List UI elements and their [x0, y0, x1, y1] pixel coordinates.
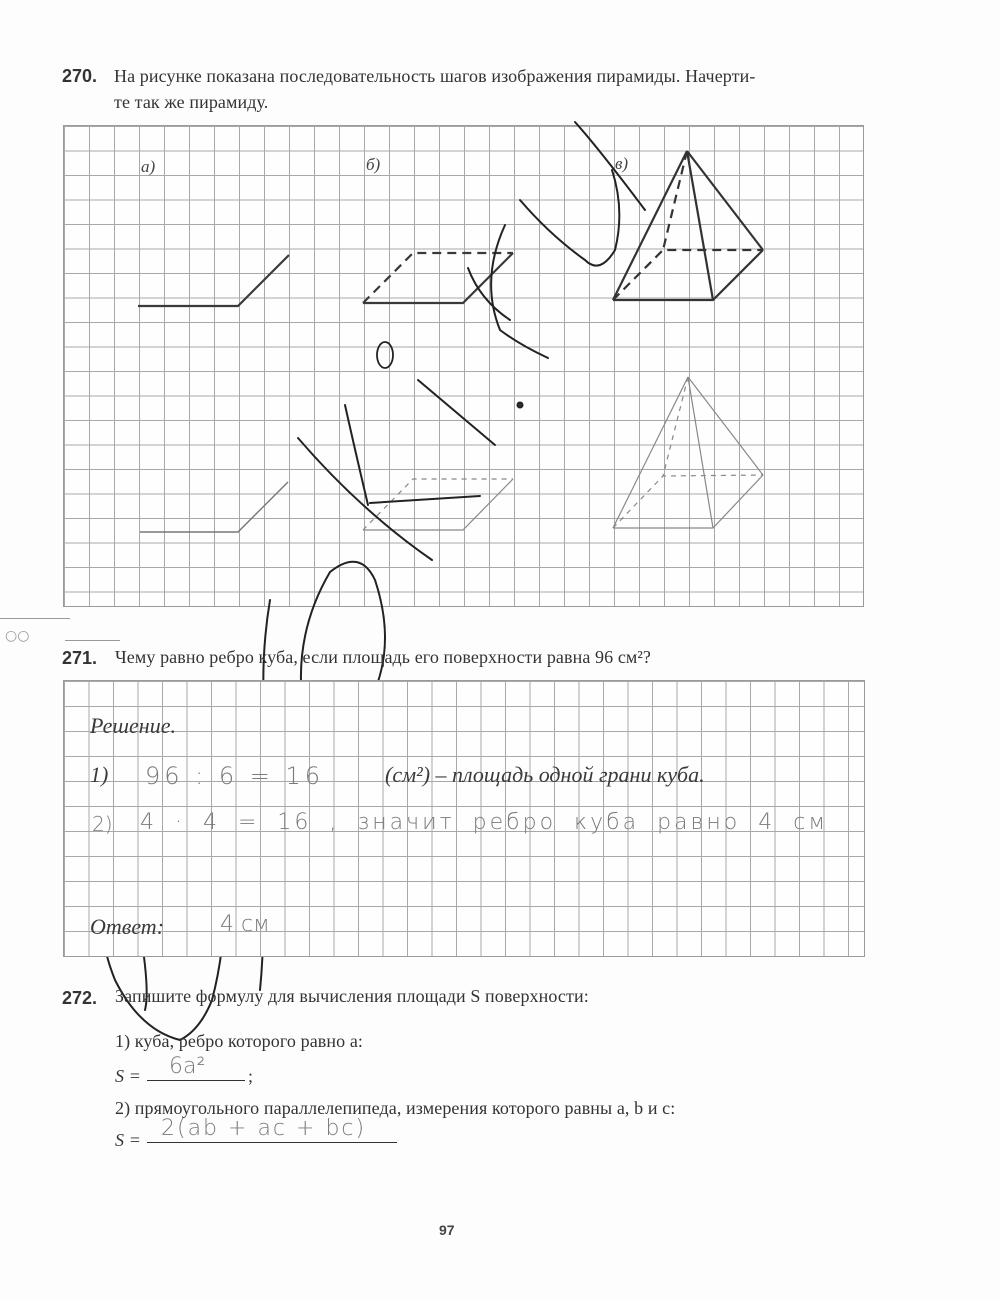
- item2-formula-prefix: S =: [115, 1130, 141, 1150]
- margin-rule: [0, 618, 70, 619]
- step2-handwritten-answer[interactable]: 4 · 4 = 16 , значит ребро куба равно 4 см: [140, 810, 828, 835]
- task-272-number: 272.: [62, 988, 98, 1008]
- margin-marker-icon: ○○: [5, 628, 30, 644]
- step-a-label: а): [141, 157, 156, 176]
- student-copy-v: [613, 377, 763, 528]
- task-272-item2-text: 2) прямоугольного параллелепипеда, измерения которого равны a, b и c:: [115, 1098, 676, 1118]
- task-270-number: 270.: [62, 66, 98, 86]
- student-copy-a: [140, 482, 288, 532]
- task-270-text-line2: те так же пирамиду.: [114, 92, 269, 112]
- item1-handwritten-answer: 6a²: [169, 1054, 206, 1079]
- page-number: 97: [439, 1222, 455, 1238]
- step1-handwritten-answer[interactable]: 96 : 6 = 16: [145, 762, 325, 790]
- margin-rule-2: [65, 640, 120, 641]
- student-copy-b: [363, 479, 513, 530]
- item2-answer-blank[interactable]: [147, 1116, 397, 1143]
- figure-step-v-pyramid: [613, 151, 763, 300]
- task-272-text: Запишите формулу для вычисления площади S поверхности:: [115, 986, 589, 1006]
- figure-step-a: [138, 255, 289, 306]
- task-271-number: 271.: [62, 648, 98, 668]
- task-271-question: Чему равно ребро куба, если площадь его поверхности равна 96 см²?: [115, 647, 652, 667]
- step-b-label: б): [366, 155, 381, 174]
- task-272-item1-text: 1) куба, ребро которого равно a:: [115, 1031, 364, 1051]
- solution-heading: Решение.: [90, 713, 176, 738]
- task-270-text-line1: На рисунке показана последовательность шагов изображения пирамиды. Начерти-: [114, 66, 756, 86]
- item1-formula-prefix: S =: [115, 1066, 141, 1086]
- answer-label: Ответ:: [90, 914, 165, 939]
- item2-handwritten-answer: 2(ab + ac + bc): [161, 1116, 367, 1141]
- answer-handwritten[interactable]: 4 см: [220, 912, 270, 937]
- step2-number: 2): [92, 812, 113, 836]
- item1-answer-blank[interactable]: [147, 1054, 245, 1081]
- step1-printed-text: (см²) – площадь одной грани куба.: [385, 762, 705, 787]
- item1-suffix: ;: [248, 1066, 254, 1086]
- step1-number: 1): [90, 762, 109, 787]
- step-v-label: в): [615, 154, 629, 173]
